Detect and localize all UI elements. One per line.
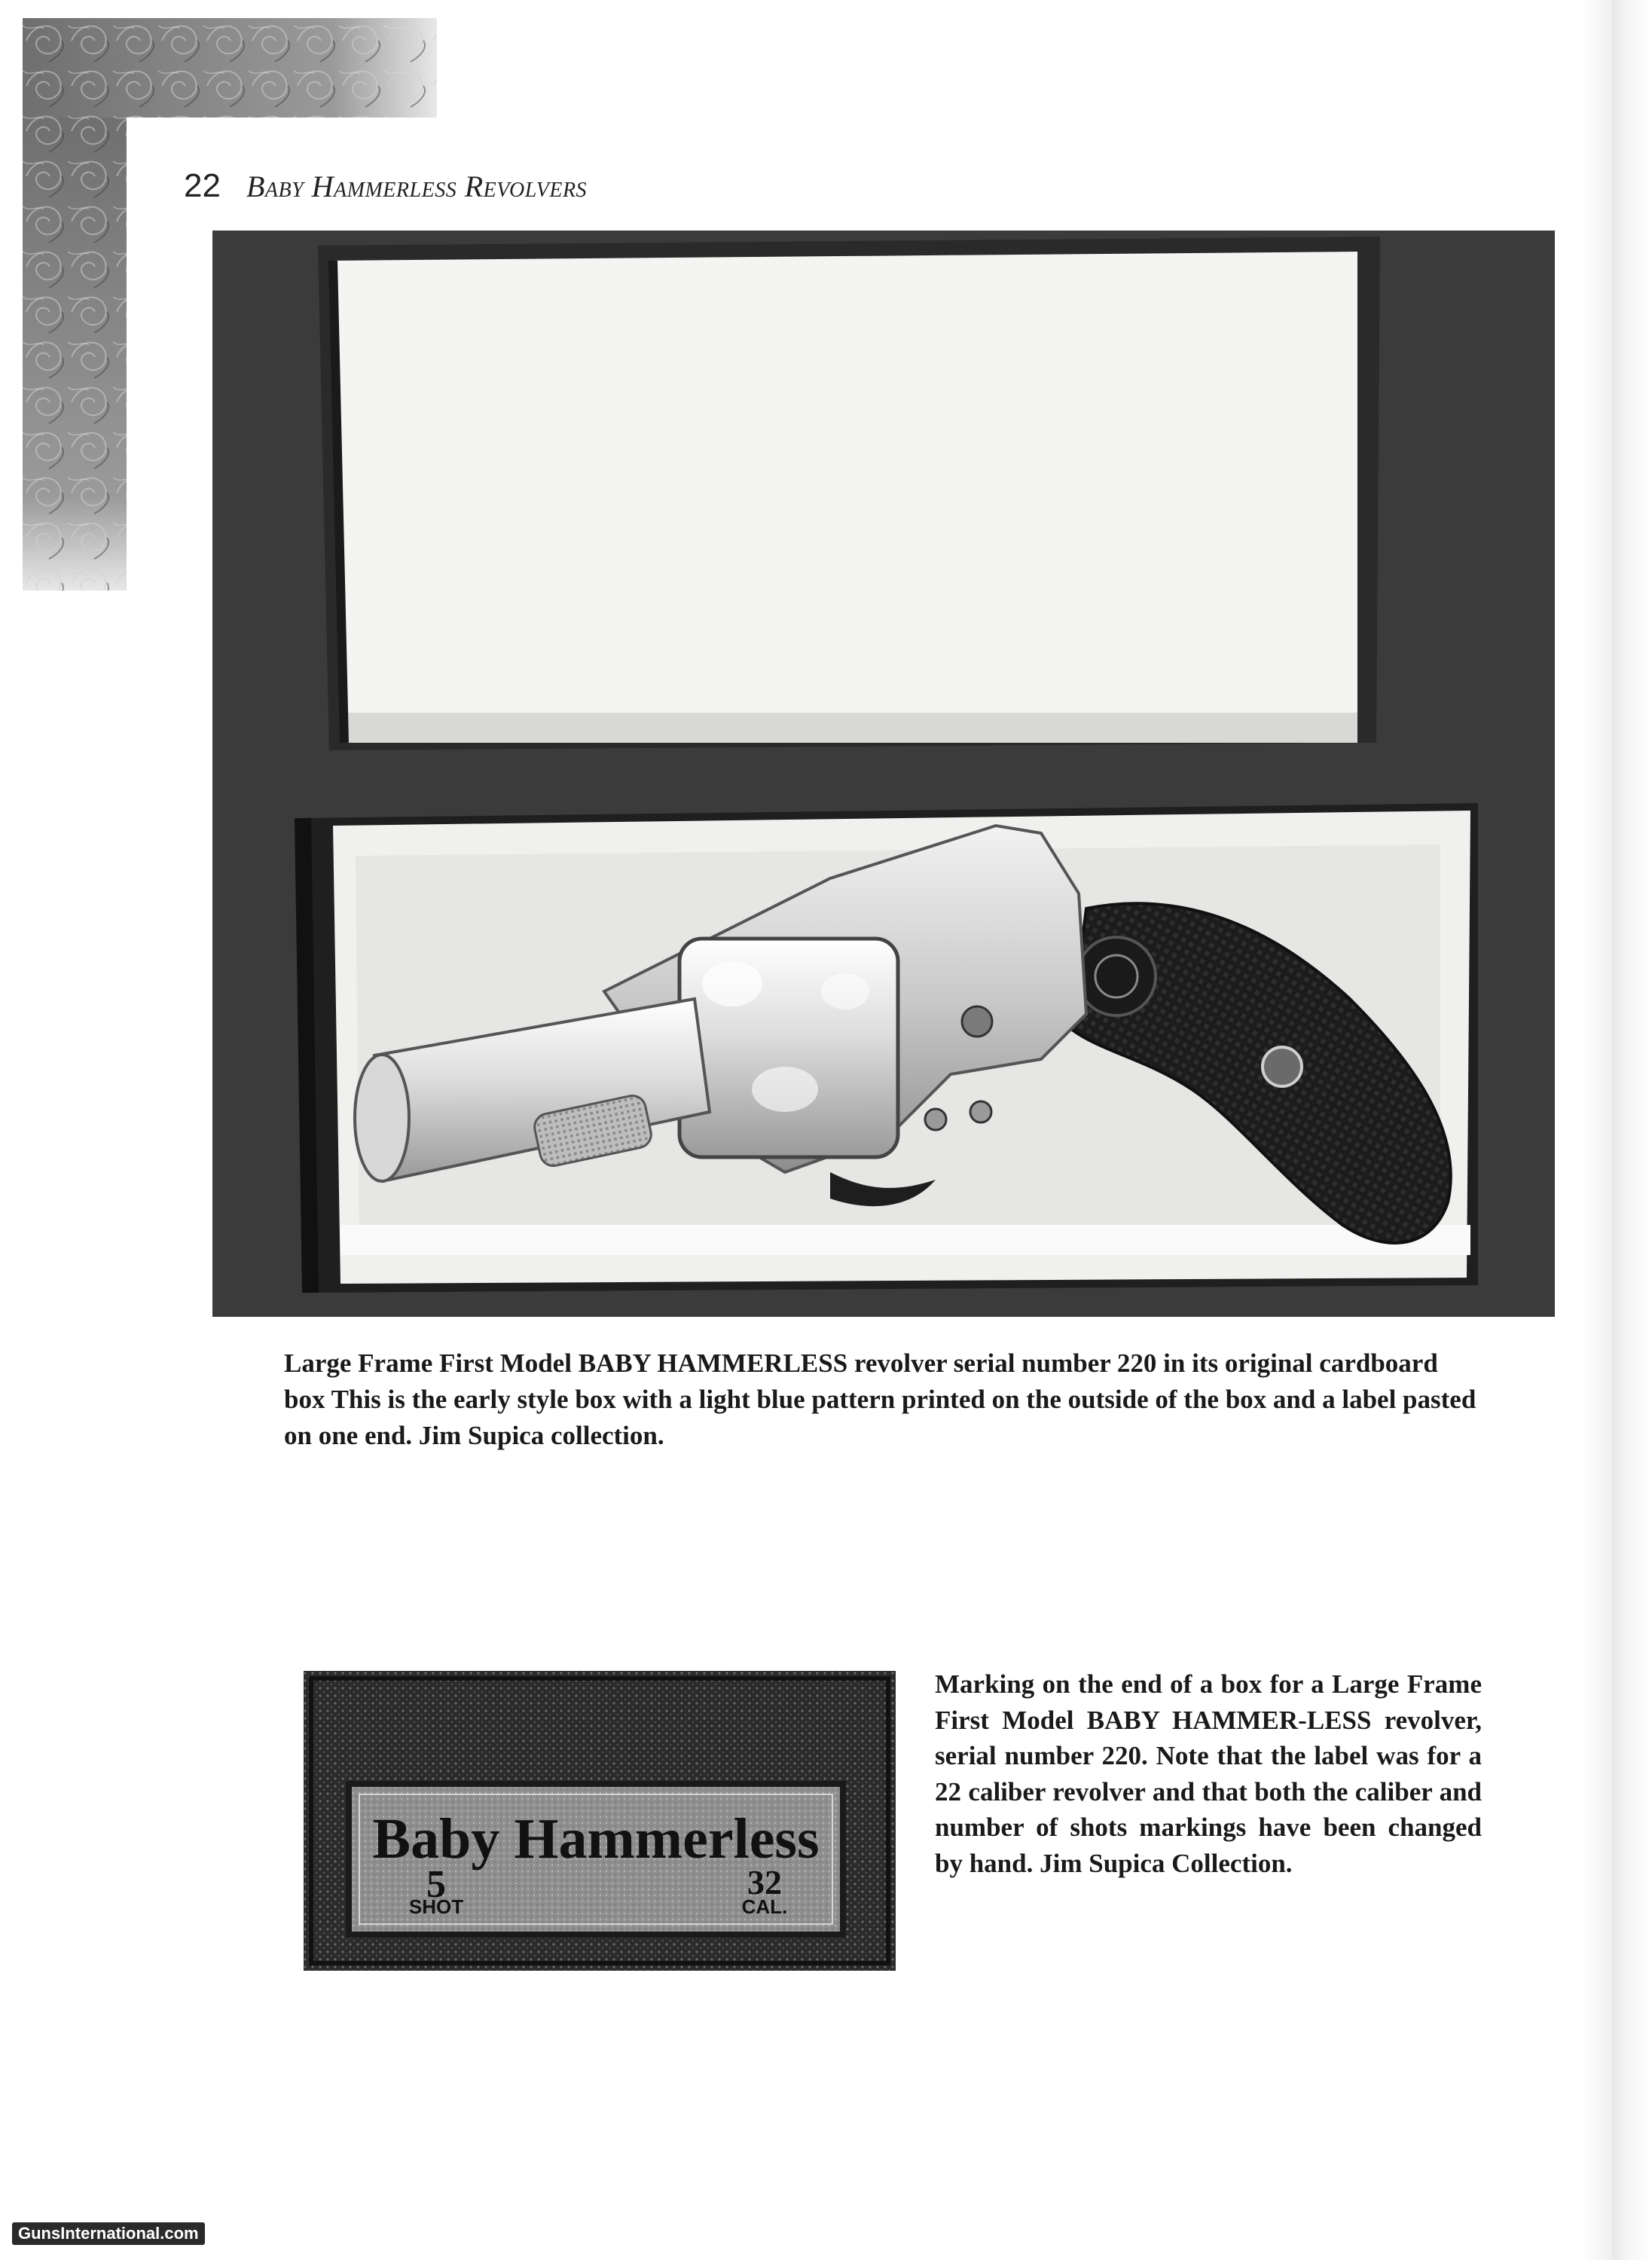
watermark: GunsInternational.com (12, 2222, 205, 2245)
running-head-title: Baby Hammerless Revolvers (246, 170, 588, 203)
label-shot-text: SHOT (408, 1895, 464, 1918)
label-photo-caption: Marking on the end of a box for a Large Frame First Model BABY HAMMER-LESS revolver, serial number 220. Note that the label was for a 22 caliber revolver and that both the caliber and number of shots markings have been changed by hand. Jim Supica Collection. (935, 1669, 1482, 1878)
box-end-label-photo (304, 1671, 896, 1971)
label-brand-text: Baby Hammerless (372, 1807, 820, 1871)
page-gutter-shade (1582, 0, 1612, 2260)
main-photo-caption: Large Frame First Model BABY HAMMERLESS revolver serial number 220 in its original cardboard box This is the early style box with a light blue pattern printed on the outside of the box and a label pasted on one end. Jim Supica collection. (284, 1348, 1476, 1450)
revolver-in-box-photo (212, 231, 1555, 1317)
label-cal-number: 32 (747, 1863, 782, 1901)
label-shot-number: 5 (426, 1863, 446, 1906)
label-cal-text: CAL. (741, 1895, 788, 1918)
page-number: 22 (184, 167, 221, 204)
page-edge (1612, 0, 1652, 2260)
running-head (184, 167, 587, 212)
